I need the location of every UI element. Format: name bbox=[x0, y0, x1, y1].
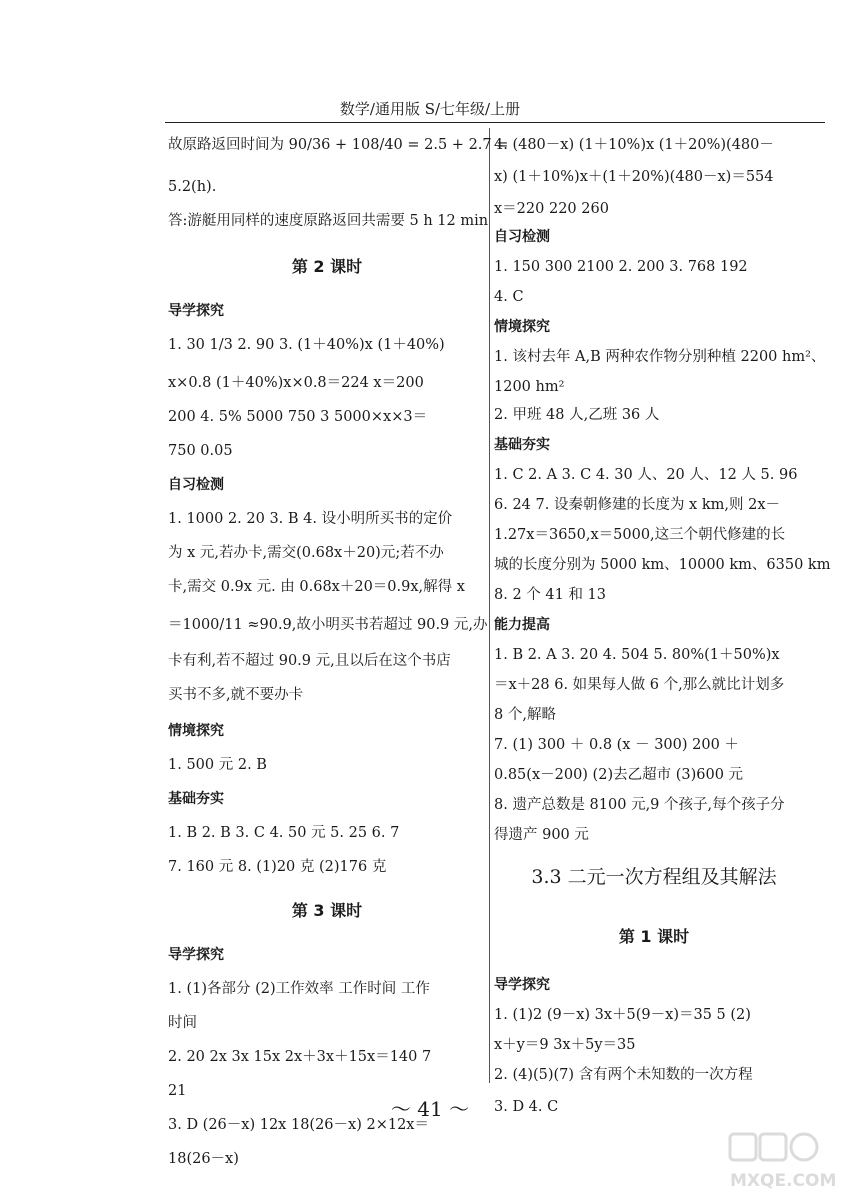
answer-line: 1. C 2. A 3. C 4. 30 人、20 人、12 人 5. 96 bbox=[494, 467, 798, 483]
answer-line: 故原路返回时间为 90/36 + 108/40 = 2.5 + 2.7 = bbox=[168, 137, 509, 153]
column-divider bbox=[489, 128, 490, 1083]
answer-line: 卡,需交 0.9x 元. 由 0.68x＋20＝0.9x,解得 x bbox=[168, 579, 465, 595]
section-heading: 导学探究 bbox=[168, 303, 224, 319]
answer-line: 0.85(x－200) (2)去乙超市 (3)600 元 bbox=[494, 767, 744, 783]
answer-line: 1. (1)各部分 (2)工作效率 工作时间 工作 bbox=[168, 981, 430, 997]
answer-line: 得遗产 900 元 bbox=[494, 827, 589, 843]
answer-line: x＝220 220 260 bbox=[494, 201, 609, 217]
answer-line: 7. (1) 300 ＋ 0.8 (x － 300) 200 ＋ bbox=[494, 737, 739, 753]
answer-line: 7. 160 元 8. (1)20 克 (2)176 克 bbox=[168, 859, 387, 875]
answer-line: 1. 该村去年 A,B 两种农作物分别种植 2200 hm²、 bbox=[494, 349, 826, 365]
answer-line: 1. 30 1/3 2. 90 3. (1＋40%)x (1＋40%) bbox=[168, 337, 445, 353]
answer-line: 1. 500 元 2. B bbox=[168, 757, 267, 773]
answer-line: 4. (480－x) (1＋10%)x (1＋20%)(480－ bbox=[494, 137, 774, 153]
answer-line: 答:游艇用同样的速度原路返回共需要 5 h 12 min bbox=[168, 213, 489, 229]
answer-line: x) (1＋10%)x＋(1＋20%)(480－x)＝554 bbox=[494, 169, 774, 185]
lesson-title: 第 2 课时 bbox=[291, 257, 363, 276]
section-heading: 导学探究 bbox=[168, 947, 224, 963]
answer-line: 750 0.05 bbox=[168, 443, 233, 459]
answer-line: 2. 甲班 48 人,乙班 36 人 bbox=[494, 407, 660, 423]
answer-line: 21 bbox=[168, 1083, 187, 1099]
section-heading: 自习检测 bbox=[168, 477, 224, 493]
running-header: 数学/通用版 S/七年级/上册 bbox=[339, 100, 521, 118]
answer-line: 1. (1)2 (9－x) 3x＋5(9－x)＝35 5 (2) bbox=[494, 1007, 751, 1023]
answer-line: 18(26－x) bbox=[168, 1151, 239, 1167]
answer-line: 时间 bbox=[168, 1015, 197, 1031]
answer-line: 1.27x＝3650,x＝5000,这三个朝代修建的长 bbox=[494, 527, 786, 543]
section-heading: 基础夯实 bbox=[494, 437, 550, 453]
chapter-section-title: 3.3 二元一次方程组及其解法 bbox=[531, 866, 777, 888]
answer-line: 1. B 2. A 3. 20 4. 504 5. 80%(1＋50%)x bbox=[494, 647, 780, 663]
answer-line: 1. 150 300 2100 2. 200 3. 768 192 bbox=[494, 259, 748, 275]
section-heading: 基础夯实 bbox=[168, 791, 224, 807]
answer-line: 城的长度分别为 5000 km、10000 km、6350 km bbox=[494, 557, 831, 573]
answer-line: 为 x 元,若办卡,需交(0.68x＋20)元;若不办 bbox=[168, 545, 444, 561]
answer-line: x×0.8 (1＋40%)x×0.8＝224 x＝200 bbox=[168, 375, 424, 391]
lesson-title: 第 3 课时 bbox=[291, 901, 363, 920]
header-rule bbox=[165, 122, 825, 123]
answer-line: 买书不多,就不要办卡 bbox=[168, 687, 304, 703]
page-number: ～ 41 ～ bbox=[390, 1097, 470, 1121]
answer-line: 5.2(h). bbox=[168, 179, 217, 195]
answer-line: 8 个,解略 bbox=[494, 707, 556, 723]
answer-line: 1200 hm² bbox=[494, 379, 565, 395]
answer-line: 2. (4)(5)(7) 含有两个未知数的一次方程 bbox=[494, 1067, 753, 1083]
answer-line: 1. 1000 2. 20 3. B 4. 设小明所买书的定价 bbox=[168, 511, 453, 527]
svg-text:MXQE.COM: MXQE.COM bbox=[730, 1171, 837, 1191]
answer-line: 4. C bbox=[494, 289, 524, 305]
answer-line: 1. B 2. B 3. C 4. 50 元 5. 25 6. 7 bbox=[168, 825, 400, 841]
answer-line: ＝x＋28 6. 如果每人做 6 个,那么就比计划多 bbox=[494, 677, 785, 693]
answer-line: 200 4. 5% 5000 750 3 5000×x×3＝ bbox=[168, 409, 428, 425]
answer-line: 3. D 4. C bbox=[494, 1099, 559, 1115]
lesson-title: 第 1 课时 bbox=[618, 927, 690, 946]
section-heading: 自习检测 bbox=[494, 229, 550, 245]
watermark-logo bbox=[728, 1130, 848, 1192]
answer-line: x＋y＝9 3x＋5y＝35 bbox=[494, 1037, 636, 1053]
section-heading: 导学探究 bbox=[494, 977, 550, 993]
answer-line: 8. 遗产总数是 8100 元,9 个孩子,每个孩子分 bbox=[494, 797, 785, 813]
answer-line: 2. 20 2x 3x 15x 2x＋3x＋15x＝140 7 bbox=[168, 1049, 432, 1065]
answer-line: 6. 24 7. 设秦朝修建的长度为 x km,则 2x－ bbox=[494, 497, 780, 513]
section-heading: 情境探究 bbox=[494, 319, 550, 335]
answer-line: 8. 2 个 41 和 13 bbox=[494, 587, 607, 603]
answer-line: ＝1000/11 ≈90.9,故小明买书若超过 90.9 元,办 bbox=[168, 617, 488, 633]
section-heading: 情境探究 bbox=[168, 723, 224, 739]
section-heading: 能力提高 bbox=[494, 617, 550, 633]
answer-line: 3. D (26－x) 12x 18(26－x) 2×12x＝ bbox=[168, 1117, 429, 1133]
answer-line: 卡有利,若不超过 90.9 元,且以后在这个书店 bbox=[168, 653, 451, 669]
